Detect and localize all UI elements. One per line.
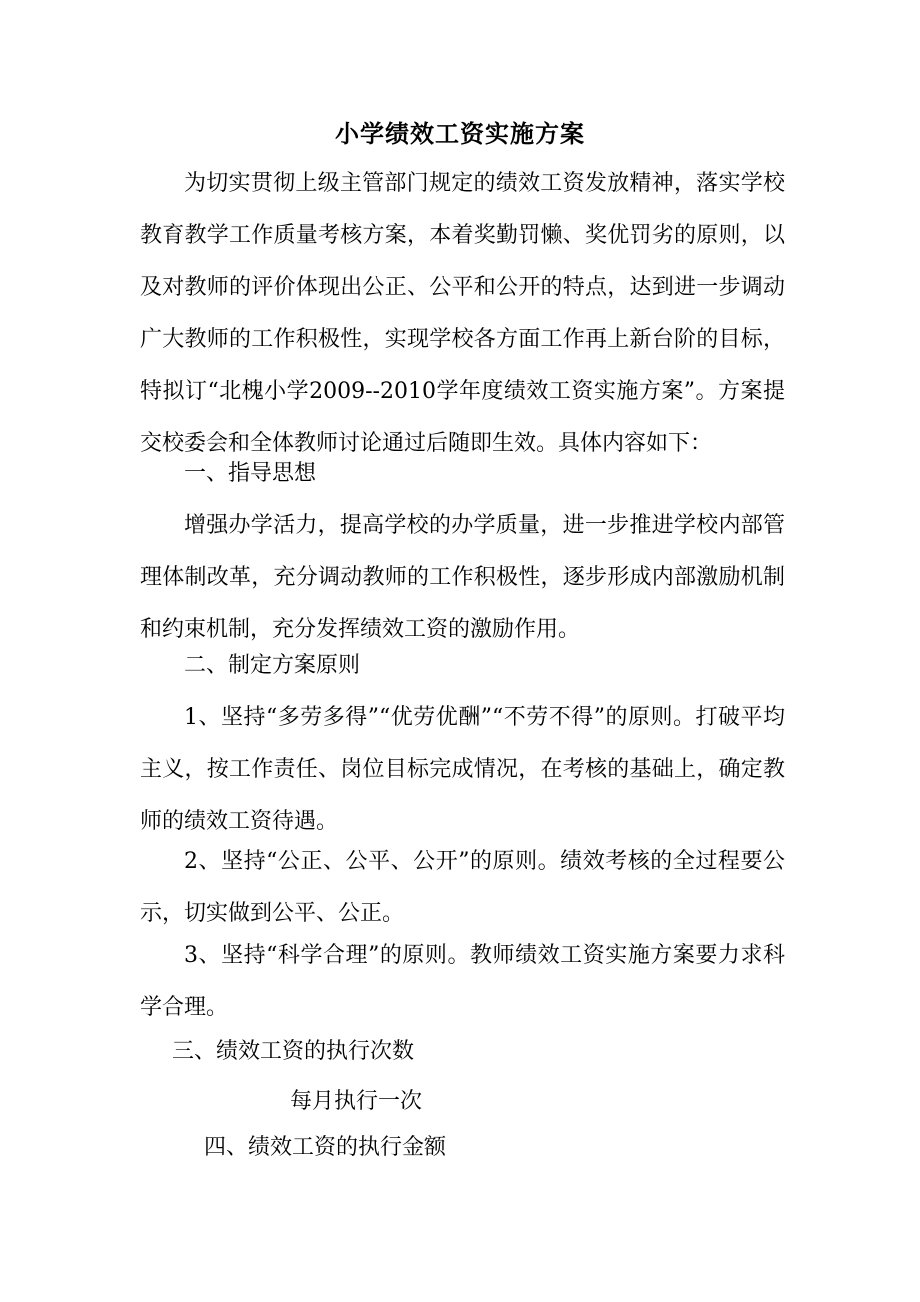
principle-3: 3、坚持“科学合理”的原则。教师绩效工资实施方案要力求科学合理。 xyxy=(140,943,785,1020)
principle-1: 1、坚持“多劳多得”“优劳优酬”“不劳不得”的原则。打破平均主义，按工作责任、岗位目标完成情况，在考核的基础上，确定教师的绩效工资待遇。 xyxy=(140,705,785,834)
section-3-body: 每月执行一次 xyxy=(290,1089,423,1114)
document-title: 小学绩效工资实施方案 xyxy=(335,119,585,148)
section-3-heading: 三、绩效工资的执行次数 xyxy=(172,1039,415,1064)
section-2-heading: 二、制定方案原则 xyxy=(184,653,361,678)
section-1-heading: 一、指导思想 xyxy=(184,461,317,486)
section-1-body: 增强办学活力，提高学校的办学质量，进一步推进学校内部管理体制改革，充分调动教师的工作积极性，逐步形成内部激励机制和约束机制，充分发挥绩效工资的激励作用。 xyxy=(140,513,785,642)
section-4-heading: 四、绩效工资的执行金额 xyxy=(204,1135,447,1160)
intro-paragraph: 为切实贯彻上级主管部门规定的绩效工资发放精神，落实学校教育教学工作质量考核方案，本着奖勤罚懒、奖优罚劣的原则，以及对教师的评价体现出公正、公平和公开的特点，达到进一步调动广大教师的工作积极性，实现学校各方面工作再上新台阶的目标，特拟订“北槐小学2009--2010学年度绩效工资实施方案”。方案提交校委会和全体教师讨论通过后随即生效。具体内容如下： xyxy=(140,171,785,456)
principle-2: 2、坚持“公正、公平、公开”的原则。绩效考核的全过程要公示，切实做到公平、公正。 xyxy=(140,849,785,926)
